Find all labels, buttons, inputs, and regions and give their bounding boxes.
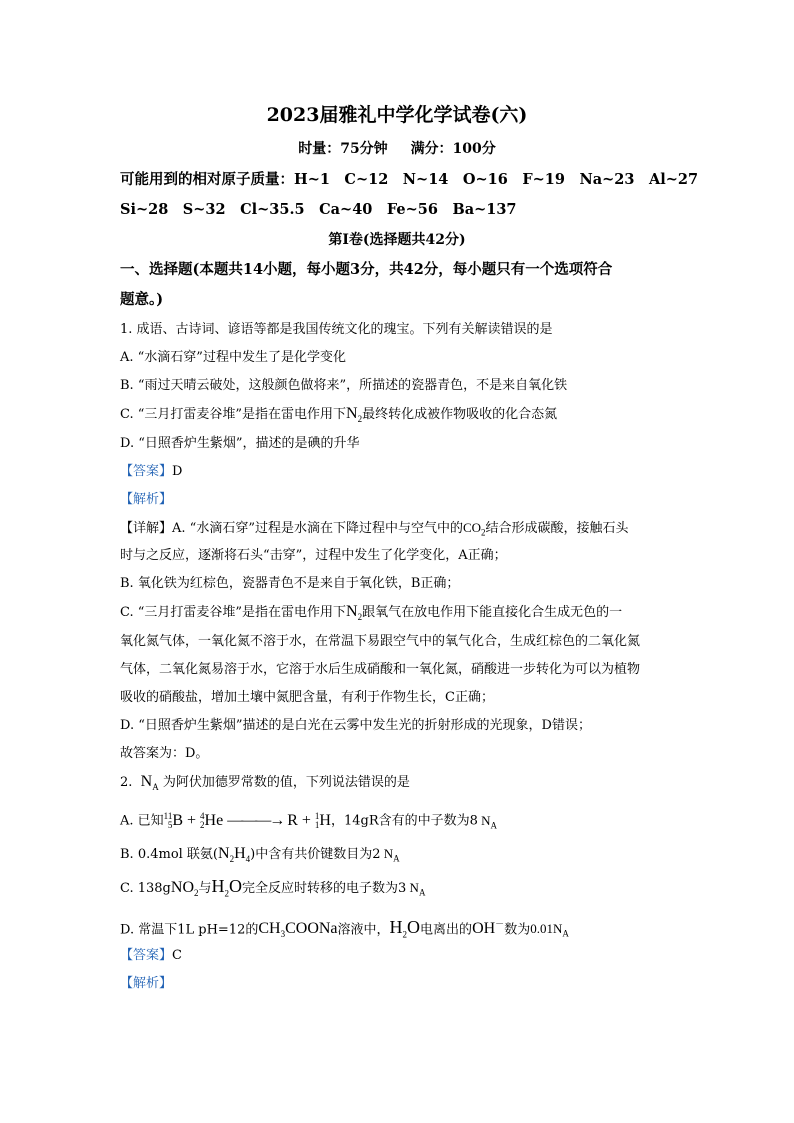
q1-option-b: B. “雨过天晴云破处，这般颜色做将来”，所描述的瓷器青色，不是来自氧化铁: [120, 378, 568, 393]
exam-score: 满分：100分: [410, 141, 496, 157]
q2-option-b: B. 0.4mol 联氨$(N_2H_4)$中含有共价键数目为2 $N_A$: [120, 845, 400, 865]
formula-co2: $CO_2$: [462, 520, 486, 538]
q1-option-a: A. “水滴石穿”过程中发生了是化学变化: [120, 350, 346, 365]
exam-title: 2023届雅礼中学化学试卷(六): [266, 104, 528, 126]
atomic-masses-line-2: Si~28 S~32 Cl~35.5 Ca~40 Fe~56 Ba~137: [120, 201, 517, 218]
symbol-na: $N_A$: [406, 880, 426, 898]
exam-time: 时量：75分钟: [298, 141, 388, 157]
q1-explain-9: 故答案为：D。: [120, 746, 209, 761]
q1-answer: 【答案】D: [120, 464, 183, 479]
q1-explain-4: C. “三月打雷麦谷堆”是指在雷电作用下$N_2$跟氧气在放电作用下能直接化合生成无色的一: [120, 603, 623, 623]
formula-h2o: $H_2O$: [211, 876, 243, 899]
q1-explain-5: 氧化氮气体，一氧化氮不溶于水，在常温下易跟空气中的氧气化合，生成红棕色的二氧化氮: [120, 634, 641, 649]
q1-option-c: C. “三月打雷麦谷堆”是指在雷电作用下$N_2$最终转化成被作物吸收的化合态氮: [120, 405, 558, 425]
symbol-na: $N_A$: [140, 773, 159, 793]
q1-analysis-tag: 【解析】: [120, 492, 173, 507]
formula-h2o: $H_2O$: [389, 917, 421, 940]
formula-no2: $NO_2$: [170, 879, 199, 899]
formula-n2h4: $N_2H_4$: [218, 845, 251, 865]
symbol-na: $N_A$: [380, 846, 400, 864]
symbol-na: $N_A$: [477, 812, 498, 831]
q1-explain-2: 时与之反应，逐渐将石头“击穿”，过程中发生了化学变化，A正确；: [120, 548, 507, 563]
q2-stem: 2. $N_A$ 为阿伏加德罗常数的值，下列说法错误的是: [120, 773, 410, 793]
formula-n2: $N_2$: [346, 405, 363, 425]
q1-explain-1: 【详解】A. “水滴石穿”过程是水滴在下降过程中与空气中的$CO_2$结合形成碳酸，接触石头: [120, 520, 629, 538]
atomic-masses-line-1: 可能用到的相对原子质量：H~1 C~12 N~14 O~16 F~19 Na~23 Al~27: [120, 171, 699, 188]
formula-n2: $N_2$: [346, 603, 363, 623]
q2-option-d: D. 常温下1L pH=12的$CH_3COONa$溶液中，$H_2O$电离出的OH－数为$0.01N_A$: [120, 917, 569, 940]
q2-option-a: A. 已知11 5B + 4 2He ———→ R + 1 1H，14gR含有的中子数为8 $N_A$: [120, 811, 498, 831]
section-heading-line-1: 一、选择题(本题共14小题，每小题3分，共42分，每小题只有一个选项符合: [120, 261, 613, 278]
q2-analysis-tag: 【解析】: [120, 976, 173, 991]
section-heading-line-2: 题意。): [120, 291, 164, 308]
q1-explain-7: 吸收的硝酸盐，增加土壤中氮肥含量，有利于作物生长，C正确；: [120, 690, 494, 705]
q2-option-c: C. 138gNO$_2$与$H_2O$完全反应时转移的电子数为3 $N_A$: [120, 876, 426, 899]
q1-option-d: D. “日照香炉生紫烟”，描述的是碘的升华: [120, 436, 360, 451]
value-0-01na: $0.01N_A$: [530, 921, 569, 939]
volume-heading: 第Ⅰ卷(选择题共42分): [328, 232, 466, 248]
q1-explain-3: B. 氧化铁为红棕色，瓷器青色不是来自于氧化铁，B正确；: [120, 576, 460, 591]
q1-explain-6: 气体，二氧化氮易溶于水，它溶于水后生成硝酸和一氧化氮，硝酸进一步转化为可以为植物: [120, 662, 641, 677]
formula-oh: OH－: [472, 919, 505, 938]
q1-explain-8: D. “日照香炉生紫烟”描述的是白光在云雾中发生光的折射形成的光现象，D错误；: [120, 718, 591, 733]
answer-tag: 【答案】: [120, 464, 173, 479]
answer-tag: 【答案】: [120, 948, 173, 963]
q2-answer: 【答案】C: [120, 948, 182, 963]
exam-info: [0, 138, 794, 158]
formula-ch3coona: $CH_3COONa$: [258, 920, 338, 940]
q1-stem: 1. 成语、古诗词、谚语等都是我国传统文化的瑰宝。下列有关解读错误的是: [120, 322, 553, 337]
nuclear-equation: 11 5B + 4 2He ———→ R + 1 1H: [163, 811, 331, 830]
